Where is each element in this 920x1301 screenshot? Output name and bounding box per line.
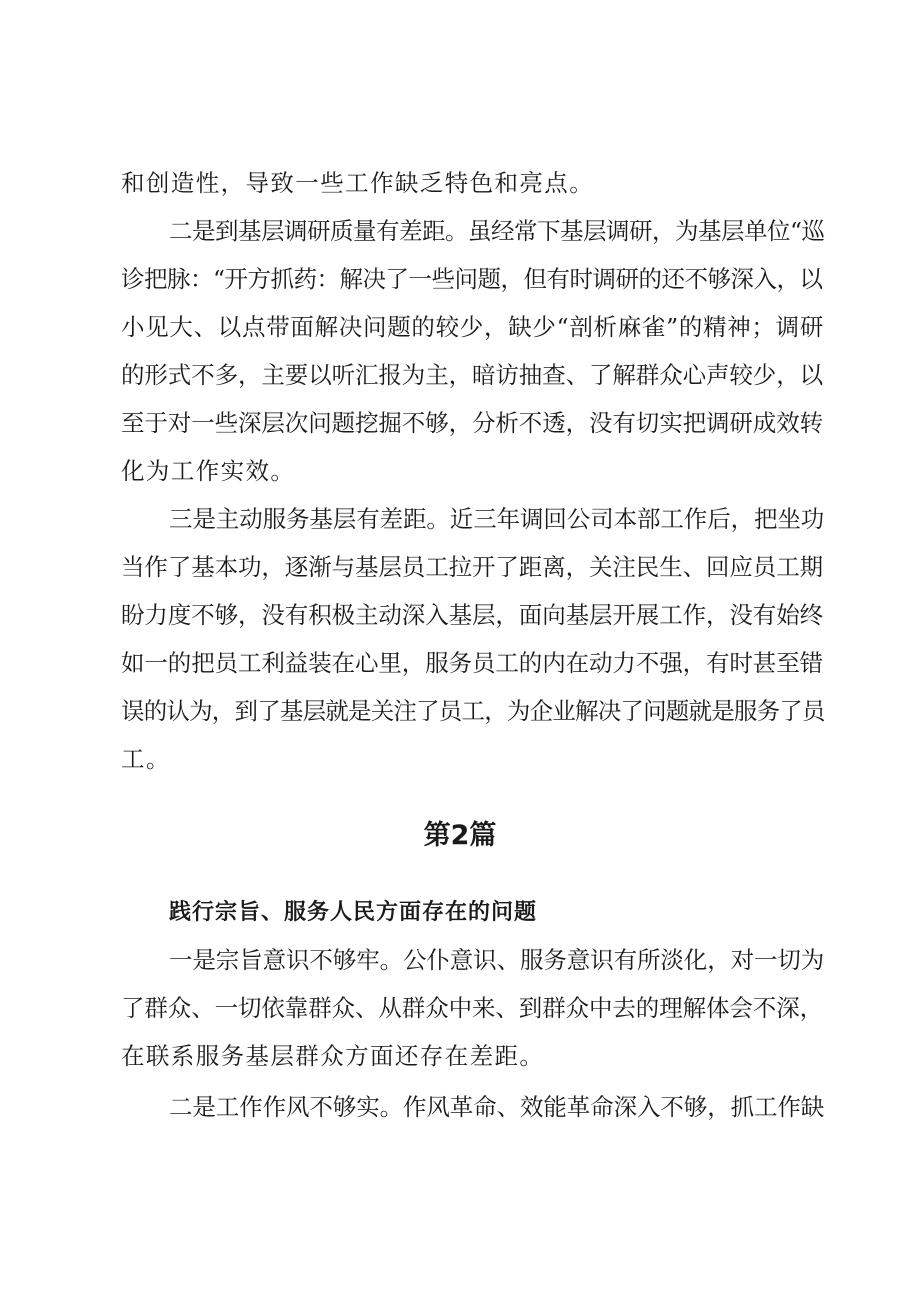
paragraph-line: 一是宗旨意识不够牢。公仆意识、服务意识有所淡化，对一切为 [169,946,825,974]
paragraph-line: 工。 [121,745,171,773]
paragraph-continuation-line: 和创造性，导致一些工作缺乏特色和亮点。 [121,169,595,197]
paragraph-line: 的形式不多，主要以听汇报为主，暗访抽查、了解群众心声较少，以 [121,361,823,389]
paragraph-line: 诊把脉：“开方抓药：解决了一些问题，但有时调研的还不够深入，以 [121,265,823,293]
paragraph-line: 至于对一些深层次问题挖掘不够，分析不透，没有切实把调研成效转 [121,409,823,437]
section-subtitle: 践行宗旨、服务人民方面存在的问题 [169,900,538,925]
paragraph-line: 在联系服务基层群众方面还存在差距。 [121,1042,545,1070]
paragraph-line: 了群众、一切依靠群众、从群众中来、到群众中去的理解体会不深， [121,994,823,1022]
paragraph-line: 化为工作实效。 [121,457,296,485]
paragraph-line: 小见大、以点带面解决问题的较少，缺少“剖析麻雀”的精神；调研 [121,313,825,341]
section-title: 第2篇 [423,820,497,851]
paragraph-line: 如一的把员工利益装在心里，服务员工的内在动力不强，有时甚至错 [121,649,823,677]
paragraph-line: 误的认为，到了基层就是关注了员工，为企业解决了问题就是服务了员 [121,697,825,725]
paragraph-line: 三是主动服务基层有差距。近三年调回公司本部工作后，把坐功 [169,505,825,533]
paragraph-line: 二是工作作风不够实。作风革命、效能革命深入不够，抓工作缺 [169,1093,825,1121]
paragraph-line: 二是到基层调研质量有差距。虽经常下基层调研，为基层单位“巡 [169,217,825,245]
paragraph-line: 盼力度不够，没有积极主动深入基层，面向基层开展工作，没有始终 [121,601,823,629]
paragraph-line: 当作了基本功，逐渐与基层员工拉开了距离，关注民生、回应员工期 [121,553,823,581]
